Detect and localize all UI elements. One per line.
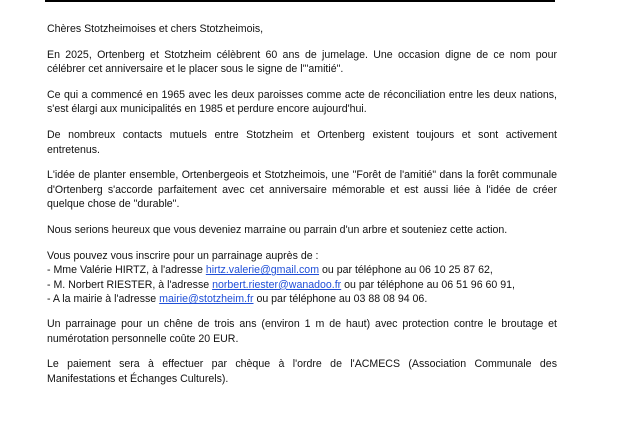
email-link-riester[interactable]: norbert.riester@wanadoo.fr	[212, 278, 342, 291]
paragraph-sponsorship-cost: Un parrainage pour un chêne de trois ans (environ 1 m de haut) avec protection contre le broutage et numérotation personnelle coûte 20 EUR.	[47, 317, 557, 345]
contact-name: - M. Norbert RIESTER, à l'adresse	[47, 278, 213, 291]
contact-line	[47, 263, 557, 278]
top-rule	[45, 0, 555, 2]
letter-body	[47, 22, 557, 397]
greeting: Chères Stotzheimoises et chers Stotzheimois,	[47, 23, 264, 35]
contact-phone: ou par téléphone au 06 10 25 87 62,	[319, 264, 493, 277]
email-link-mairie[interactable]: mairie@stotzheim.fr	[159, 293, 254, 306]
email-link-hirtz[interactable]: hirtz.valerie@gmail.com	[205, 264, 320, 277]
contacts-intro: Vous pouvez vous inscrire pour un parrainage auprès de :	[47, 249, 319, 262]
contact-line	[47, 278, 557, 293]
paragraph-history: Ce qui a commencé en 1965 avec les deux paroisses comme acte de réconciliation entre les deux nations, s'est élargi aux municipalités en 1985 et perdure encore aujourd'hui.	[47, 88, 557, 116]
paragraph-invitation: Nous serions heureux que vous deveniez marraine ou parrain d'un arbre et souteniez cette action.	[47, 223, 508, 236]
contact-name: - Mme Valérie HIRTZ, à l'adresse	[47, 264, 206, 277]
contact-name: - A la mairie à l'adresse	[47, 293, 160, 306]
contact-line	[47, 292, 557, 307]
contact-phone: ou par téléphone au 06 51 96 60 91,	[341, 278, 515, 291]
contact-phone: ou par téléphone au 03 88 08 94 06.	[253, 293, 428, 306]
contacts-block	[47, 249, 557, 307]
paragraph-forest-idea: L'idée de planter ensemble, Ortenbergeois et Stotzheimois, une "Forêt de l'amitié" dans la forêt communale d'Ortenberg s'accorde parfaitement avec cet anniversaire mémorable et est aussi liée à l'idée de créer quelque chose de "durable".	[47, 169, 557, 211]
paragraph-contacts-existing: De nombreux contacts mutuels entre Stotzheim et Ortenberg existent toujours et sont activement entretenus.	[47, 128, 557, 156]
paragraph-payment: Le paiement sera à effectuer par chèque à l'ordre de l'ACMECS (Association Communale des Manifestations et Échanges Culturels).	[47, 358, 557, 385]
paragraph-anniversary: En 2025, Ortenberg et Stotzheim célèbrent 60 ans de jumelage. Une occasion digne de ce nom pour célébrer cet anniversaire et le placer sous le signe de l'"amitié".	[47, 48, 557, 76]
